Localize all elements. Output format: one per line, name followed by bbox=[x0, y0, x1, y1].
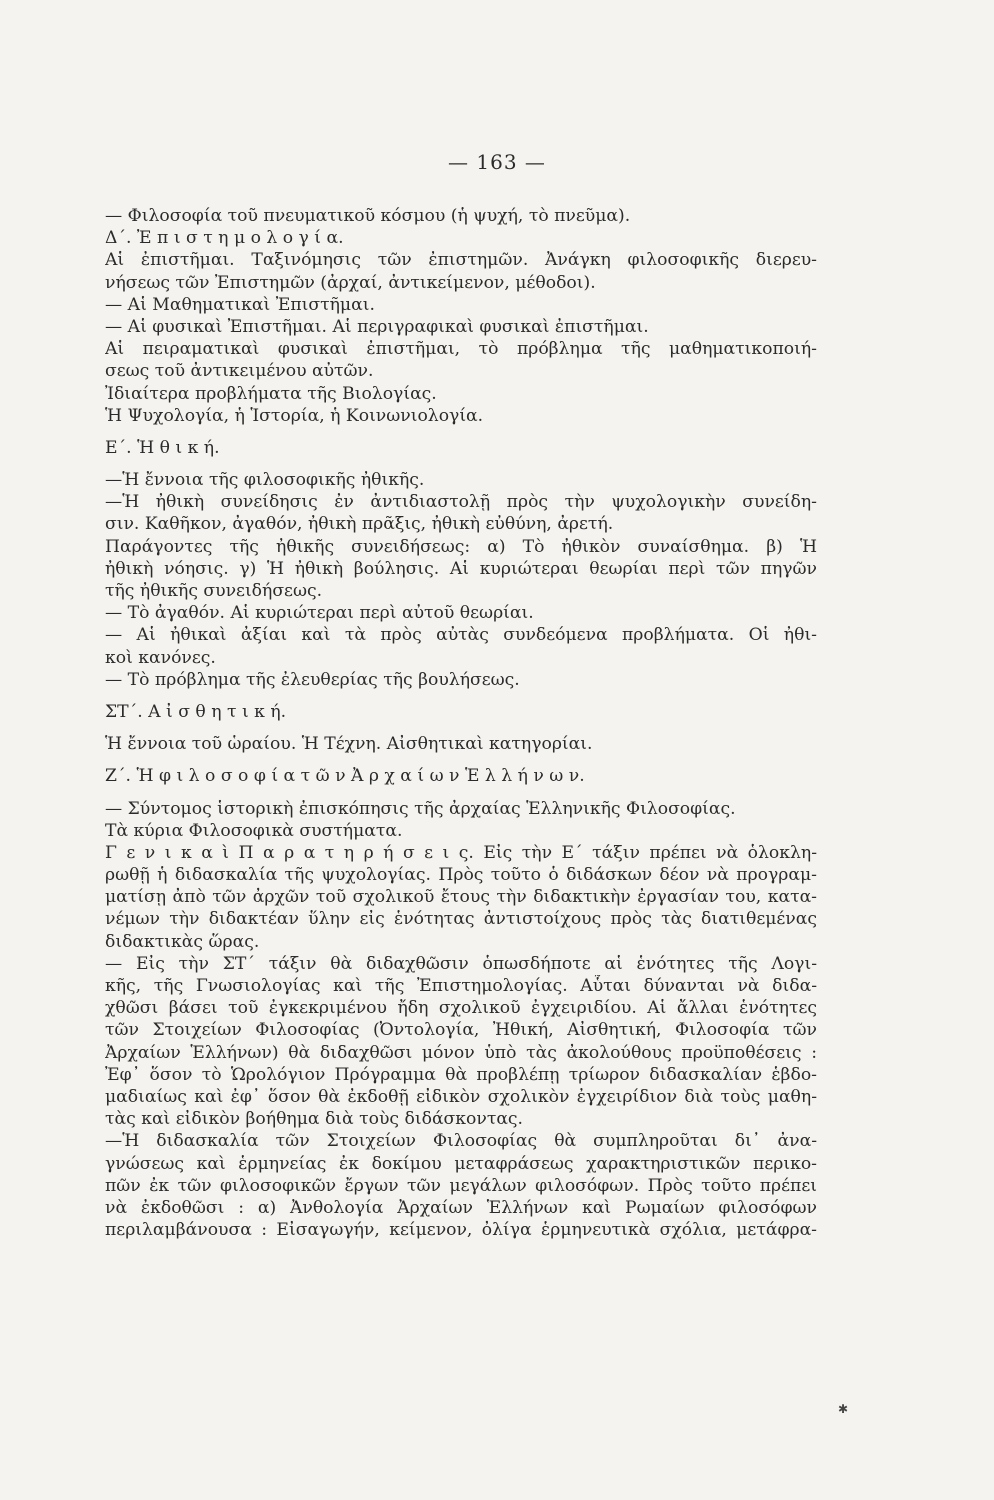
text-line: περιλαμβάνουσα : Εἰσαγωγήν, κείμενον, ὀλίγα ἑρμηνευτικὰ σχόλια, μετάφρα- bbox=[105, 1220, 817, 1241]
text-line: — Αἱ φυσικαὶ Ἐπιστῆμαι. Αἱ περιγραφικαὶ φυσικαὶ ἐπιστῆμαι. bbox=[105, 316, 649, 337]
text-line: —Ἡ ἔννοια τῆς φιλοσοφικῆς ἠθικῆς. bbox=[105, 470, 425, 491]
text-line: νήσεως τῶν Ἐπιστημῶν (ἀρχαί, ἀντικείμενον, μέθοδοι). bbox=[105, 272, 596, 293]
text-line: Τὰ κύρια Φιλοσοφικὰ συστήματα. bbox=[105, 820, 403, 841]
text-line: — Αἱ Μαθηματικαὶ Ἐπιστῆμαι. bbox=[105, 294, 375, 315]
section-heading-epistemology: Δ΄. Ἐ π ι σ τ η μ ο λ ο γ ί α. bbox=[105, 228, 344, 249]
text-line: Αἱ πειραματικαὶ φυσικαὶ ἐπιστῆμαι, τὸ πρόβλημα τῆς μαθηματικοποιή- bbox=[105, 339, 817, 360]
ink-speck: ✱ bbox=[838, 1402, 849, 1416]
section-heading-ethics: Ε΄. Ἡ θ ι κ ή. bbox=[105, 437, 220, 458]
text-line: Παράγοντες τῆς ἠθικῆς συνειδήσεως: α) Τὸ ἠθικὸν συναίσθημα. β) Ἡ bbox=[105, 536, 817, 557]
text-line: γνώσεως καὶ ἑρμηνείας ἐκ δοκίμου μεταφράσεως χαρακτηριστικῶν περικο- bbox=[105, 1153, 817, 1174]
text-line: Ἀρχαίων Ἑλλήνων) θὰ διδαχθῶσι μόνον ὑπὸ τὰς ἀκολούθους προϋποθέσεις : bbox=[105, 1042, 817, 1063]
text-line: κοὶ κανόνες. bbox=[105, 647, 216, 668]
text-line: νὰ ἐκδοθῶσι : α) Ἀνθολογία Ἀρχαίων Ἑλλήνων καὶ Ρωμαίων φιλοσόφων bbox=[105, 1197, 817, 1218]
section-heading-aesthetics: ΣΤ΄. Α ἰ σ θ η τ ι κ ή. bbox=[105, 701, 287, 722]
text-line: μαδιαίως καὶ ἐφ᾽ ὅσον θὰ ἐκδοθῇ εἰδικὸν σχολικὸν ἐγχειρίδιον διὰ τοὺς μαθη- bbox=[105, 1086, 817, 1107]
text-line: κῆς, τῆς Γνωσιολογίας καὶ τῆς Ἐπιστημολογίας. Αὗται δύνανται νὰ διδα- bbox=[105, 976, 817, 996]
text-line: —Ἡ διδασκαλία τῶν Στοιχείων Φιλοσοφίας θὰ συμπληροῦται δι᾽ ἀνα- bbox=[105, 1131, 817, 1152]
text-line: τῶν Στοιχείων Φιλοσοφίας (Ὀντολογία, Ἠθική, Αἰσθητική, Φιλοσοφία τῶν bbox=[105, 1020, 817, 1041]
text-line: ἠθικὴ νόησις. γ) Ἡ ἠθικὴ βούλησις. Αἱ κυριώτεραι θεωρίαι περὶ τῶν πηγῶν bbox=[105, 558, 817, 579]
text-line: Ἰδιαίτερα προβλήματα τῆς Βιολογίας. bbox=[105, 383, 437, 404]
text-line: νέμων τὴν διδακτέαν ὕλην εἰς ἑνότητας ἀντιστοίχους πρὸς τὰς διατιθεμένας bbox=[105, 909, 817, 930]
text-line: — Εἰς τὴν ΣΤ΄ τάξιν θὰ διδαχθῶσιν ὁπωσδήποτε αἱ ἑνότητες τῆς Λογι- bbox=[105, 953, 817, 974]
text-line: ματίσῃ ἀπὸ τῶν ἀρχῶν τοῦ σχολικοῦ ἔτους τὴν διδακτικὴν ἐργασίαν του, κατα- bbox=[105, 887, 817, 908]
text-line: Ἡ ἔννοια τοῦ ὡραίου. Ἡ Τέχνη. Αἰσθητικαὶ κατηγορίαι. bbox=[105, 734, 593, 755]
text-line: τῆς ἠθικῆς συνειδήσεως. bbox=[105, 581, 323, 601]
text-line: — Αἱ ἠθικαὶ ἀξίαι καὶ τὰ πρὸς αὐτὰς συνδεόμενα προβλήματα. Οἱ ἠθι- bbox=[105, 625, 817, 646]
text-line: —Ἡ ἠθικὴ συνείδησις ἐν ἀντιδιαστολῇ πρὸς τὴν ψυχολογικὴν συνείδη- bbox=[105, 492, 817, 513]
text-line: — Σύντομος ἱστορικὴ ἐπισκόπησις τῆς ἀρχαίας Ἑλληνικῆς Φιλοσοφίας. bbox=[105, 798, 736, 819]
text-line: — Φιλοσοφία τοῦ πνευματικοῦ κόσμου (ἡ ψυχή, τὸ πνεῦμα). bbox=[105, 206, 631, 226]
text-line: πῶν ἐκ τῶν φιλοσοφικῶν ἔργων τῶν μεγάλων φιλοσόφων. Πρὸς τοῦτο πρέπει bbox=[105, 1175, 817, 1196]
text-line: χθῶσι βάσει τοῦ ἐγκεκριμένου ἤδη σχολικοῦ ἐγχειριδίου. Αἱ ἄλλαι ἑνότητες bbox=[105, 998, 817, 1019]
text-line: Αἱ ἐπιστῆμαι. Ταξινόμησις τῶν ἐπιστημῶν. Ἀνάγκη φιλοσοφικῆς διερευ- bbox=[105, 250, 817, 271]
text-line: Ἡ Ψυχολογία, ἡ Ἱστορία, ἡ Κοινωνιολογία. bbox=[105, 405, 484, 426]
general-remarks-line: Γ ε ν ι κ α ὶ Π α ρ α τ η ρ ή σ ε ι ς. Εἰς τὴν Ε΄ τάξιν πρέπει νὰ ὁλοκλη- bbox=[105, 842, 817, 863]
text-line: σεως τοῦ ἀντικειμένου αὐτῶν. bbox=[105, 361, 374, 382]
text-line: ρωθῇ ἡ διδασκαλία τῆς ψυχολογίας. Πρὸς τοῦτο ὁ διδάσκων δέον νὰ προγραμ- bbox=[105, 865, 817, 886]
text-line: — Τὸ πρόβλημα τῆς ἐλευθερίας τῆς βουλήσεως. bbox=[105, 669, 520, 690]
page-number: — 163 — bbox=[448, 150, 546, 174]
text-line: διδακτικὰς ὥρας. bbox=[105, 931, 260, 952]
text-line: — Τὸ ἀγαθόν. Αἱ κυριώτεραι περὶ αὐτοῦ θεωρίαι. bbox=[105, 603, 534, 624]
text-line: τὰς καὶ εἰδικὸν βοήθημα διὰ τοὺς διδάσκοντας. bbox=[105, 1109, 524, 1130]
text-line: σιν. Καθῆκον, ἀγαθόν, ἠθικὴ πρᾶξις, ἠθικὴ εὐθύνη, ἀρετή. bbox=[105, 514, 614, 535]
section-heading-ancient-greek-philosophy: Ζ΄. Ἡ φ ι λ ο σ ο φ ί α τ ῶ ν Ἀ ρ χ α ί ω ν Ἑ λ λ ή ν ω ν. bbox=[105, 766, 585, 787]
page-body bbox=[105, 205, 817, 1241]
text-line: Ἐφ᾽ ὅσον τὸ Ὡρολόγιον Πρόγραμμα θὰ προβλέπῃ τρίωρον διδασκαλίαν ἑβδο- bbox=[105, 1064, 817, 1085]
